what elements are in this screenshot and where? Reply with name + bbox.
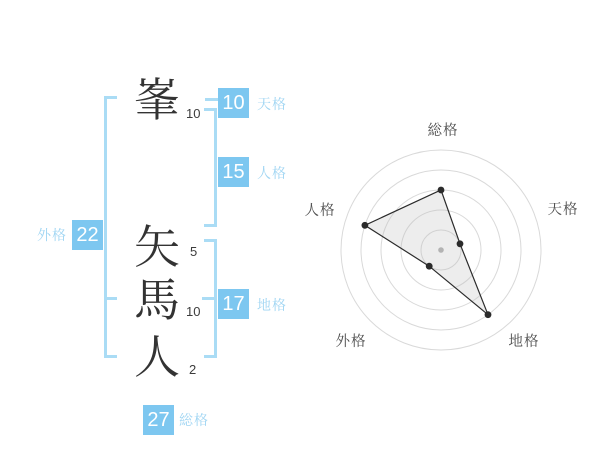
name-char-1: 峯 (134, 74, 180, 126)
radar-axis-label: 地格 (508, 334, 540, 351)
chikaku-label: 地格 (257, 297, 287, 313)
stroke-count-2: 5 (190, 244, 198, 259)
name-char-2: 矢 (134, 221, 180, 273)
chikaku-bracket-tick-mid (202, 297, 217, 300)
soukaku-label: 総格 (179, 412, 209, 428)
stroke-count-1: 10 (186, 106, 201, 121)
radar-axis-label: 人格 (304, 203, 336, 220)
gaikaku-bracket-tick-bottom (104, 355, 117, 358)
gaikaku-bracket-tick-mid (104, 297, 117, 300)
chikaku-value-badge: 17 (218, 289, 249, 319)
stroke-count-3: 10 (186, 304, 201, 319)
jinkaku-value-badge: 15 (218, 157, 249, 187)
chikaku-bracket-tick-bottom (204, 355, 217, 358)
kakusu-radar-chart (295, 112, 595, 362)
stroke-count-4: 2 (189, 362, 197, 377)
chikaku-bracket-tick-top (204, 239, 217, 242)
tenkaku-bracket-tick (205, 98, 218, 101)
radar-axis-label: 外格 (335, 334, 367, 351)
gaikaku-label: 外格 (37, 227, 67, 243)
radar-axis-label: 総格 (427, 123, 459, 140)
gaikaku-bracket-tick-top (104, 96, 117, 99)
name-char-3: 馬 (134, 274, 180, 326)
soukaku-value-badge: 27 (143, 405, 174, 435)
jinkaku-bracket-tick-top (204, 108, 217, 111)
radar-axis-label: 天格 (547, 202, 579, 219)
name-char-4: 人 (134, 331, 180, 383)
tenkaku-label: 天格 (257, 96, 287, 112)
jinkaku-label: 人格 (257, 165, 287, 181)
gaikaku-value-badge: 22 (72, 220, 103, 250)
tenkaku-value-badge: 10 (218, 88, 249, 118)
gaikaku-bracket-line (104, 96, 107, 358)
jinkaku-bracket-line (214, 108, 217, 227)
jinkaku-bracket-tick-bottom (204, 224, 217, 227)
